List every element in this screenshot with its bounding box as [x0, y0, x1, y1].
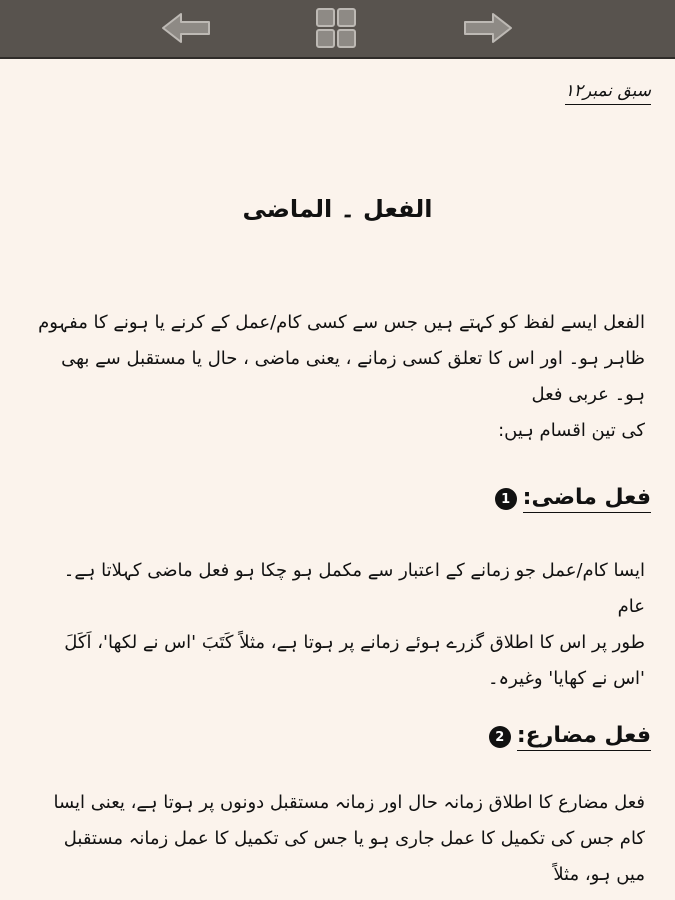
- section-2-line-2: کام جس کی تکمیل کا عمل جاری ہو یا جس کی تکمیل کا عمل زمانہ مستقبل میں ہو، مثلاً: [63, 828, 645, 885]
- lesson-content: [0, 59, 675, 900]
- section-2-line-1: فعل مضارع کا اطلاق زمانہ حال اور زمانہ مستقبل دونوں پر ہوتا ہے، یعنی ایسا: [53, 792, 645, 813]
- page-title: الفعل ۔ الماضی: [242, 195, 433, 223]
- menu-grid-button[interactable]: [312, 6, 360, 50]
- forward-button[interactable]: [456, 6, 518, 50]
- intro-line-1: الفعل ایسے لفظ کو کہتے ہیں جس سے کسی کام/عمل کے کرنے یا ہونے کا مفہوم: [38, 312, 645, 333]
- intro-line-2: ظاہر ہو۔ اور اس کا تعلق کسی زمانے ، یعنی ماضی ، حال یا مستقبل سے بھی ہو۔ عربی فعل: [61, 348, 645, 405]
- section-heading-1: [495, 485, 651, 513]
- forward-arrow-icon: [461, 11, 513, 45]
- back-button[interactable]: [156, 6, 218, 50]
- section-1-line-2: طور پر اس کا اطلاق گزرے ہوئے زمانے پر ہوتا ہے، مثلاً کَتَبَ 'اس نے لکھا'، اَکَلَ: [64, 632, 645, 653]
- back-arrow-icon: [161, 11, 213, 45]
- grid-menu-icon: [315, 7, 357, 49]
- lesson-number-label: سبق نمبر١٢: [565, 81, 651, 105]
- section-1-line-3: 'اس نے کھایا' وغیرہ۔: [488, 668, 645, 689]
- section-heading-1-text: فعل ماضی:: [523, 485, 651, 513]
- intro-line-3: کی تین اقسام ہیں:: [498, 420, 645, 441]
- section-2-paragraph: [33, 785, 645, 893]
- section-heading-2: [489, 723, 651, 751]
- section-heading-2-text: فعل مضارع:: [517, 723, 651, 751]
- number-badge-2: 2: [489, 726, 511, 748]
- section-1-line-1: ایسا کام/عمل جو زمانے کے اعتبار سے مکمل ہو چکا ہو فعل ماضی کہلاتا ہے۔ عام: [63, 560, 645, 617]
- top-toolbar: [0, 0, 675, 59]
- intro-paragraph: [33, 305, 645, 449]
- number-badge-1: 1: [495, 488, 517, 510]
- section-1-paragraph: [33, 553, 645, 697]
